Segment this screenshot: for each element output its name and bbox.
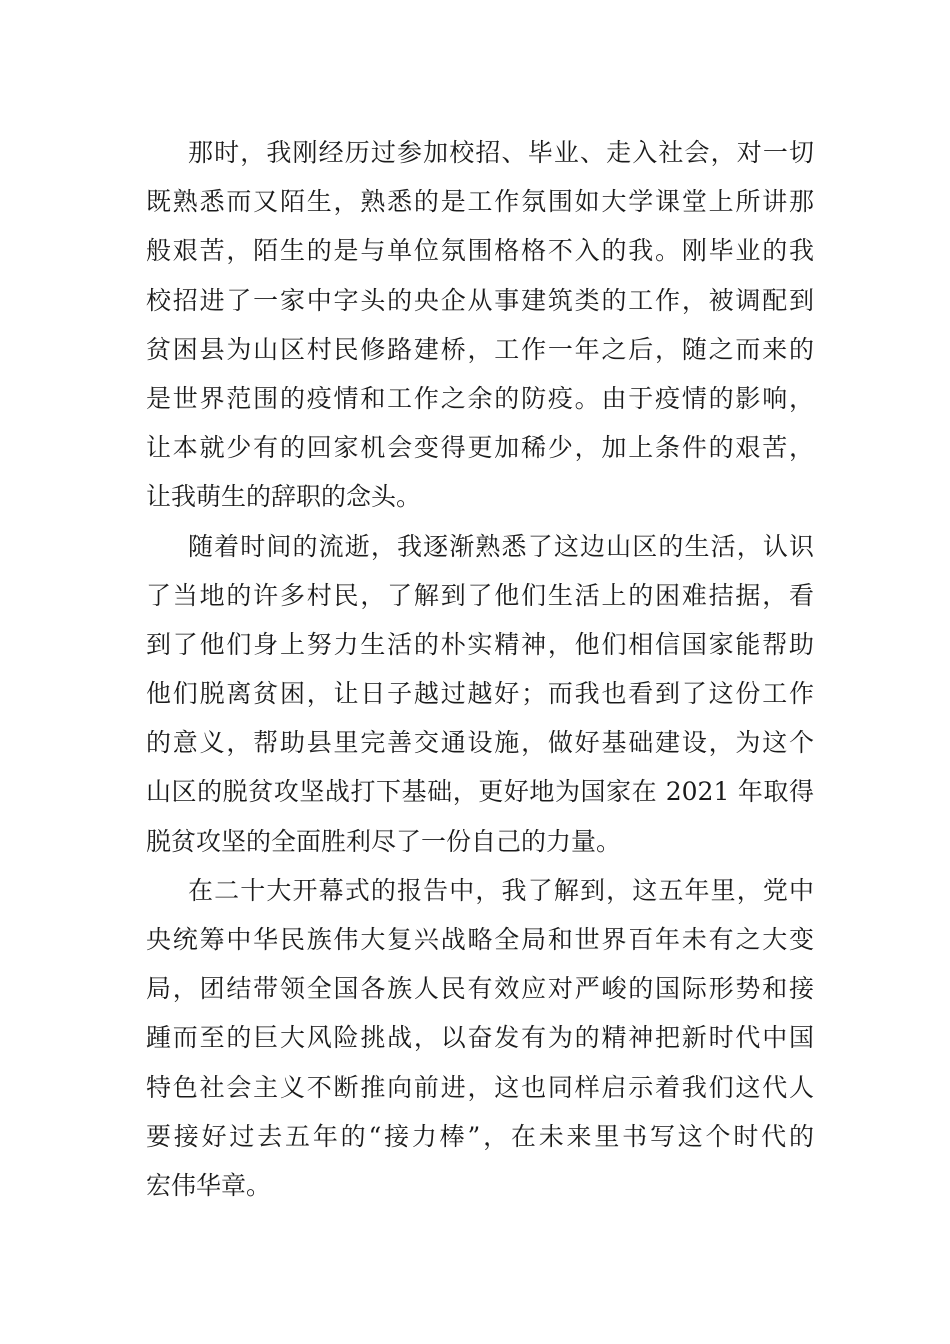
- text-line: 既熟悉而又陌生，熟悉的是工作氛围如大学课堂上所讲那: [146, 187, 814, 217]
- body-text: [146, 128, 814, 1210]
- text-line: 到了他们身上努力生活的朴实精神，他们相信国家能帮助: [146, 629, 814, 659]
- text-line: 般艰苦，陌生的是与单位氛围格格不入的我。刚毕业的我: [146, 236, 814, 266]
- text-line: 让本就少有的回家机会变得更加稀少，加上条件的艰苦，: [146, 433, 814, 463]
- text-line: 踵而至的巨大风险挑战，以奋发有为的精神把新时代中国: [146, 1023, 814, 1053]
- text-line: 让我萌生的辞职的念头。: [146, 482, 422, 512]
- text-line: 央统筹中华民族伟大复兴战略全局和世界百年未有之大变: [146, 925, 814, 954]
- text-line: 在二十大开幕式的报告中，我了解到，这五年里，党中: [188, 875, 814, 905]
- text-line: 山区的脱贫攻坚战打下基础，更好地为国家在 2021 年取得: [146, 777, 814, 807]
- text-line: 脱贫攻坚的全面胜利尽了一份自己的力量。: [146, 826, 622, 856]
- text-line: 他们脱离贫困，让日子越过越好；而我也看到了这份工作: [146, 679, 814, 709]
- text-line: 随着时间的流逝，我逐渐熟悉了这边山区的生活，认识: [188, 531, 814, 561]
- paragraph: [146, 522, 814, 866]
- text-line: 局，团结带领全国各族人民有效应对严峻的国际形势和接: [146, 974, 814, 1004]
- paragraph: [146, 128, 814, 522]
- text-line: 那时，我刚经历过参加校招、毕业、走入社会，对一切: [188, 138, 814, 167]
- text-line: 宏伟华章。: [146, 1170, 272, 1200]
- paragraph: [146, 866, 814, 1210]
- text-line: 特色社会主义不断推向前进，这也同样启示着我们这代人: [146, 1072, 814, 1102]
- text-line: 了当地的许多村民，了解到了他们生活上的困难拮据，看: [146, 580, 814, 610]
- text-line: 是世界范围的疫情和工作之余的防疫。由于疫情的影响，: [146, 383, 814, 413]
- text-line: 的意义，帮助县里完善交通设施，做好基础建设，为这个: [146, 728, 814, 758]
- text-line: 要接好过去五年的“接力棒”，在未来里书写这个时代的: [146, 1121, 814, 1151]
- text-line: 贫困县为山区村民修路建桥，工作一年之后，随之而来的: [146, 334, 814, 364]
- text-line: 校招进了一家中字头的央企从事建筑类的工作，被调配到: [146, 285, 814, 315]
